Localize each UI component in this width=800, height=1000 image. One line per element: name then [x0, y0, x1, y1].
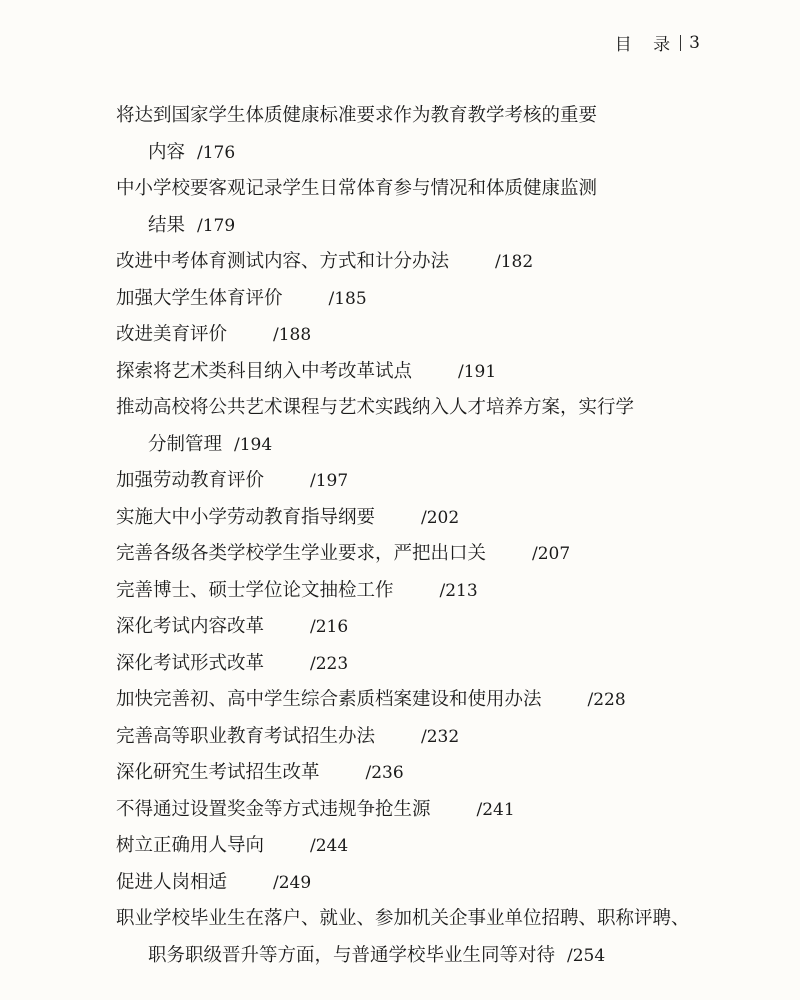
toc-entry-title: 完善高等职业教育考试招生办法: [116, 725, 376, 747]
toc-entry-page: /188: [273, 325, 312, 345]
toc-entry-page: /254: [567, 945, 606, 966]
toc-entry-last-line: [116, 317, 716, 354]
toc-entry: [116, 244, 716, 281]
toc-entry-last-line: [116, 938, 716, 975]
toc-entry-page: /202: [421, 507, 460, 528]
toc-entry: [116, 828, 716, 865]
toc-entry-title: 完善各级各类学校学生学业要求，严把出口关: [116, 543, 487, 564]
toc-entry-page: /244: [310, 836, 349, 856]
toc-entry-last-line: [116, 719, 716, 756]
toc-entry: [116, 609, 716, 646]
toc-entry-page: /232: [421, 726, 460, 747]
toc-entry-title: 促进人岗相适: [116, 871, 228, 893]
header-page-number: 3: [689, 32, 700, 53]
toc-entry-last-line: [116, 244, 716, 281]
toc-entry: [116, 865, 716, 902]
toc-entry: [116, 536, 716, 573]
toc-entry-last-line: [116, 792, 716, 829]
toc-entry: [116, 901, 716, 974]
toc-entry-page: /241: [476, 799, 515, 820]
header-title: 目 录: [614, 35, 679, 55]
toc-entry-page: /228: [587, 690, 626, 710]
toc-entry: [116, 646, 716, 683]
toc-entry-last-line: [116, 500, 716, 537]
toc-entry-last-line: [116, 865, 716, 902]
toc-entry-title: 深化研究生考试招生改革: [116, 762, 320, 783]
toc-entry-last-line: [116, 354, 716, 391]
toc-entry-page: /213: [439, 580, 478, 601]
toc-entry-last-line: [116, 208, 716, 245]
toc-entry-page: /176: [197, 142, 236, 163]
toc-entry-last-line: [116, 609, 716, 646]
toc-entry-title: 改进中考体育测试内容、方式和计分办法: [116, 251, 450, 272]
header-divider: [680, 35, 681, 51]
toc-entry-page: /236: [365, 763, 404, 783]
toc-entry-page: /197: [310, 471, 349, 491]
toc-entry-title: 完善博士、硕士学位论文抽检工作: [116, 579, 394, 601]
toc-entry-line: 推动高校将公共艺术课程与艺术实践纳入人才培养方案，实行学: [116, 397, 635, 418]
toc-entry-page: /182: [495, 252, 534, 272]
toc-entry-title: 加强劳动教育评价: [116, 470, 265, 491]
toc-entry: [116, 682, 716, 719]
toc-entry-last-line: [116, 536, 716, 573]
toc-entry: [116, 354, 716, 391]
toc-entry-title: 探索将艺术类科目纳入中考改革试点: [116, 360, 413, 382]
toc-entry: [116, 792, 716, 829]
toc-entry: [116, 573, 716, 610]
toc-entry-last-line: [116, 682, 716, 719]
toc-entry-page: /179: [197, 215, 236, 236]
toc-entry-page: /185: [328, 288, 367, 309]
toc-entry: [116, 171, 716, 244]
toc-entry-title: 分制管理: [148, 433, 223, 455]
toc-entry-last-line: [116, 755, 716, 792]
toc-entry-last-line: [116, 573, 716, 610]
toc-entry: [116, 281, 716, 318]
toc-entry-title: 加快完善初、高中学生综合素质档案建设和使用办法: [116, 689, 542, 710]
toc-entry-page: /194: [234, 434, 273, 455]
toc-entry: [116, 719, 716, 756]
toc-entry-last-line: [116, 427, 716, 464]
toc-entry-title: 深化考试形式改革: [116, 652, 265, 674]
toc-entry-last-line: [116, 135, 716, 172]
toc-entry-page: /191: [458, 361, 497, 382]
toc-entry-title: 职务职级晋升等方面，与普通学校毕业生同等对待: [148, 944, 556, 966]
toc-entry-line: 职业学校毕业生在落户、就业、参加机关企事业单位招聘、职称评聘、: [116, 908, 690, 929]
toc-entry-title: 加强大学生体育评价: [116, 287, 283, 309]
toc-entry: [116, 98, 716, 171]
toc-entry-line: 将达到国家学生体质健康标准要求作为教育教学考核的重要: [116, 105, 598, 126]
toc-entry-page: /207: [532, 544, 571, 564]
toc-entry: [116, 390, 716, 463]
toc-entry: [116, 463, 716, 500]
toc-entry: [116, 317, 716, 354]
toc-entry-title: 改进美育评价: [116, 324, 228, 345]
toc-entry-page: /216: [310, 617, 349, 637]
toc-entry-page: /223: [310, 653, 349, 674]
toc-entry-title: 结果: [148, 214, 186, 236]
toc-entry-last-line: [116, 463, 716, 500]
toc-entry: [116, 500, 716, 537]
toc-entry-last-line: [116, 646, 716, 683]
toc-entry-last-line: [116, 828, 716, 865]
running-header: [615, 30, 700, 55]
toc-entry-line: 中小学校要客观记录学生日常体育参与情况和体质健康监测: [116, 178, 598, 199]
toc-entry-title: 树立正确用人导向: [116, 835, 265, 856]
toc-entry: [116, 755, 716, 792]
toc-entry-title: 不得通过设置奖金等方式违规争抢生源: [116, 798, 431, 820]
table-of-contents: [116, 98, 716, 974]
toc-entry-title: 内容: [148, 141, 186, 163]
toc-entry-title: 深化考试内容改革: [116, 616, 265, 637]
toc-entry-title: 实施大中小学劳动教育指导纲要: [116, 506, 376, 528]
toc-entry-page: /249: [273, 872, 312, 893]
toc-entry-last-line: [116, 281, 716, 318]
